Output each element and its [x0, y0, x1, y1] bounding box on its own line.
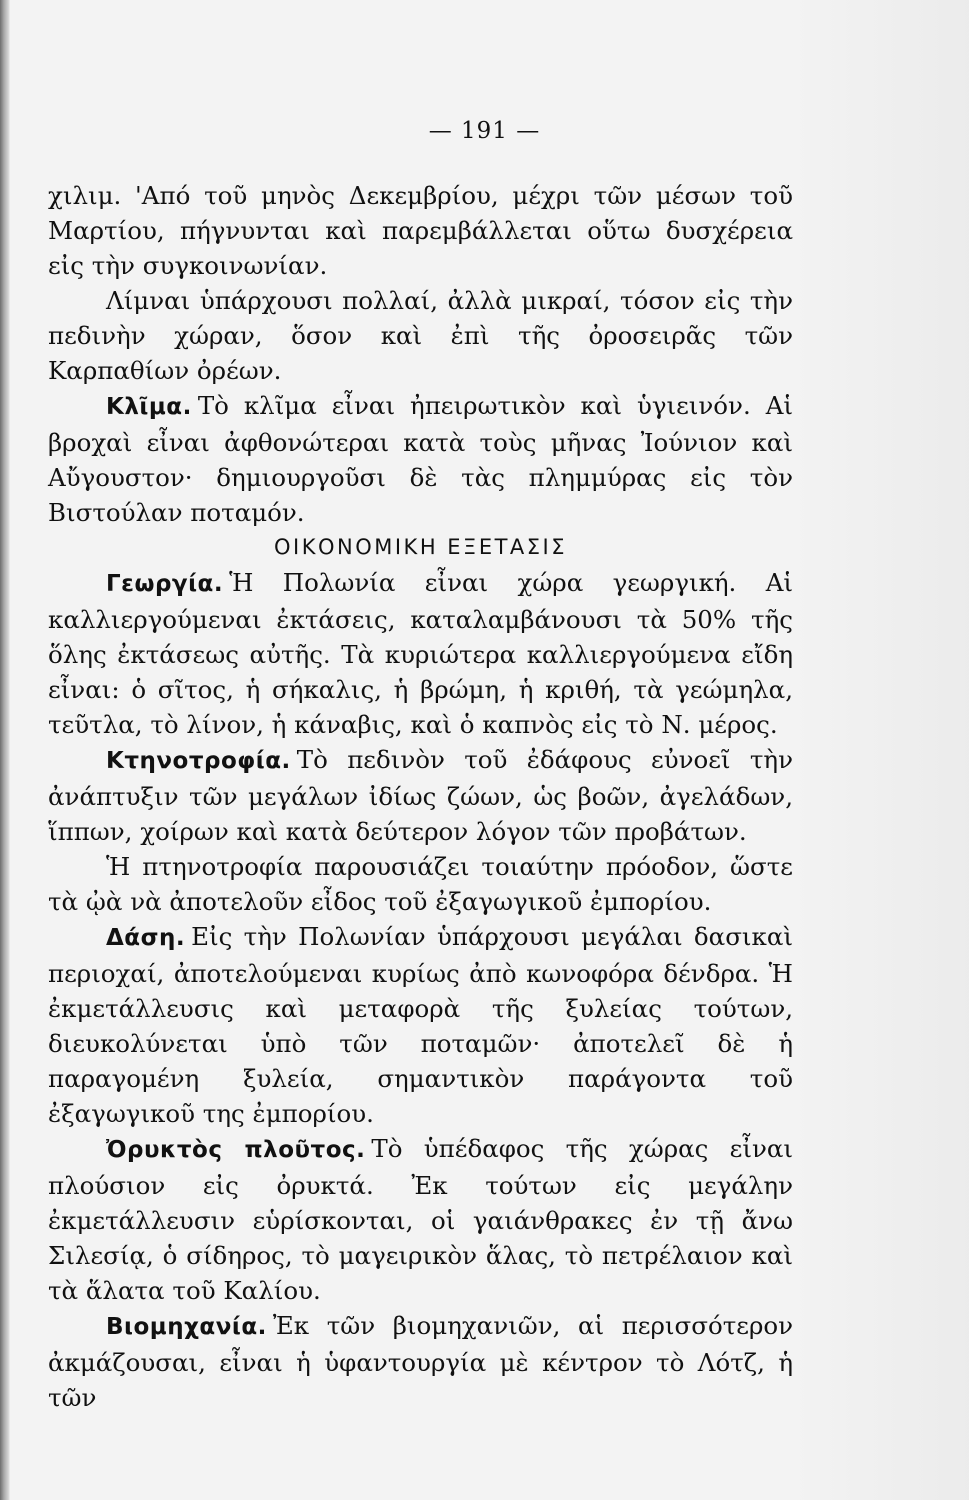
section-title: ΟΙΚΟΝΟΜΙΚΗ ΕΞΕΤΑΣΙΣ — [273, 535, 568, 559]
paragraph-forests — [48, 919, 793, 1131]
paragraph-lakes: Λίμναι ὑπάρχουσι πολλαί, ἀλλὰ μικραί, τόσον εἰς τὴν πεδινὴν χώραν, ὅσον καὶ ἐπὶ τῆς ὀροσειρᾶς τῶν Καρπαθίων ὀρέων. — [48, 286, 793, 385]
heading-forests: Δάση. — [106, 925, 186, 951]
page-number: — 191 — — [428, 118, 541, 144]
agriculture-text: Ἡ Πολωνία εἶναι χώρα γεωργική. Αἱ καλλιεργούμεναι ἐκτάσεις, καταλαμβάνουσι τὰ 50% τῆς ὅλης ἐκτάσεως αὐτῆς. Τὰ κυριώτερα καλλιεργούμενα εἴδη εἶναι: ὁ σῖτος, ἡ σήκαλις, ἡ βρώμη, ἡ κριθή, τὰ γεώμηλα, τεῦτλα, τὸ λίνον, ἡ κάναβις, καὶ ὁ καπνὸς εἰς τὸ Ν. μέρος. — [48, 568, 793, 739]
page-body — [48, 178, 793, 1415]
forests-text: Εἰς τὴν Πολωνίαν ὑπάρχουσι μεγάλαι δασικαὶ περιοχαί, ἀποτελούμεναι κυρίως ἀπὸ κωνοφόρα δένδρα. Ἡ ἐκμετάλλευσις καὶ μεταφορὰ τῆς ξυλείας τούτων, διευκολύνεται ὑπὸ τῶν ποταμῶν· ἀποτελεῖ δὲ ἡ παραγομένη ξυλεία, σημαντικὸν παράγοντα τοῦ ἐξαγωγικοῦ της ἐμπορίου. — [48, 922, 793, 1128]
heading-climate: Κλῖμα. — [106, 394, 192, 420]
paragraph-agriculture — [48, 565, 793, 742]
climate-text: Τὸ κλῖμα εἶναι ἠπειρωτικὸν καὶ ὑγιεινόν. Αἱ βροχαὶ εἶναι ἀφθονώτεραι κατὰ τοὺς μῆνας Ἰούνιον καὶ Αὔγουστον· δημιουργοῦσι δὲ τὰς πλημμύρας εἰς τὸν Βιστούλαν ποταμόν. — [48, 391, 793, 527]
industry-text: Ἐκ τῶν βιομηχανιῶν, αἱ περισσότερον ἀκμάζουσαι, εἶναι ἡ ὑφαντουργία μὲ κέντρον τὸ Λότζ, ἡ τῶν — [48, 1311, 793, 1412]
page-bleed-through — [794, 0, 969, 1500]
heading-minerals: Ὀρυκτὸς πλοῦτος. — [106, 1137, 366, 1163]
heading-agriculture: Γεωργία. — [106, 571, 224, 597]
paragraph-livestock — [48, 742, 793, 849]
paragraph-industry — [48, 1308, 793, 1415]
paragraph-climate — [48, 388, 793, 530]
heading-livestock: Κτηνοτροφία. — [106, 748, 291, 774]
paragraph-poultry: Ἡ πτηνοτροφία παρουσιάζει τοιαύτην πρόοδον, ὥστε τὰ ᾠὰ νὰ ἀποτελοῦν εἶδος τοῦ ἐξαγωγικοῦ ἐμπορίου. — [48, 852, 793, 916]
minerals-text: Τὸ ὑπέδαφος τῆς χώρας εἶναι πλούσιον εἰς ὀρυκτά. Ἐκ τούτων εἰς μεγάλην ἐκμετάλλευσιν εὑρίσκονται, οἱ γαιάνθρακες ἐν τῇ ἄνω Σιλεσίᾳ, ὁ σίδηρος, τὸ μαγειρικὸν ἅλας, τὸ πετρέλαιον καὶ τὰ ἅλατα τοῦ Καλίου. — [48, 1134, 793, 1305]
paragraph-minerals — [48, 1131, 793, 1308]
scan-binding-edge — [0, 0, 10, 1500]
heading-industry: Βιομηχανία. — [106, 1314, 267, 1340]
livestock-text: Τὸ πεδινὸν τοῦ ἐδάφους εὐνοεῖ τὴν ἀνάπτυξιν τῶν μεγάλων ἰδίως ζώων, ὡς βοῶν, ἀγελάδων, ἵππων, χοίρων καὶ κατὰ δεύτερον λόγον τῶν προβάτων. — [48, 745, 793, 846]
paragraph-intro: χιλιμ. 'Από τοῦ μηνὸς Δεκεμβρίου, μέχρι τῶν μέσων τοῦ Μαρτίου, πήγνυνται καὶ παρεμβάλλεται οὕτω δυσχέρεια εἰς τὴν συγκοινωνίαν. — [48, 181, 793, 280]
